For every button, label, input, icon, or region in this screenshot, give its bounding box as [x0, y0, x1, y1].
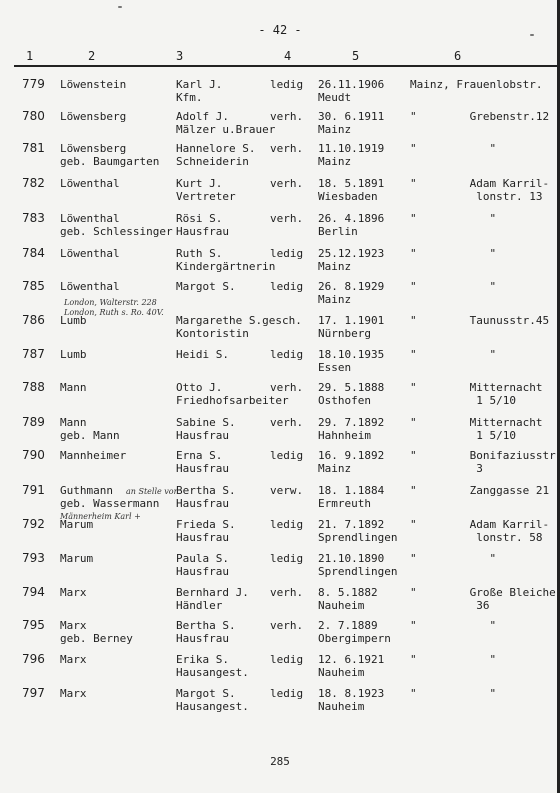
family-name — [60, 416, 120, 442]
birth-date-place-line: Sprendlingen — [318, 565, 398, 578]
scan-speck — [118, 6, 122, 8]
table-row — [0, 449, 557, 489]
given-name-line: Hausfrau — [176, 225, 229, 238]
column-header-1: 1 — [26, 49, 34, 63]
birth-date-place-line: Nauheim — [318, 666, 365, 679]
given-name-line: Vertreter — [176, 190, 236, 203]
family-name — [60, 687, 87, 700]
given-name-line: Otto J. — [176, 381, 223, 394]
given-name — [176, 687, 249, 713]
birth-date-place-line: Mainz — [318, 260, 352, 273]
birth-date-place — [318, 247, 384, 273]
marital-status: ledig — [270, 518, 304, 531]
residence-address — [410, 177, 549, 203]
residence-address-line: 1 5/10 — [410, 394, 516, 407]
family-name — [60, 381, 87, 394]
birth-date-place-line: Mainz — [318, 293, 352, 306]
birth-date-place — [318, 619, 391, 645]
birth-date-place-line: 26. 8.1929 — [318, 280, 385, 293]
birth-date-place-line: 2. 7.1889 — [318, 619, 378, 632]
given-name-line: Margot S. — [176, 280, 236, 293]
residence-address — [410, 552, 496, 565]
residence-address — [410, 381, 542, 407]
residence-address — [410, 110, 549, 123]
given-name — [176, 78, 222, 104]
residence-address-line: " " — [410, 552, 497, 565]
residence-address-line: " Adam Karril- — [410, 177, 550, 190]
residence-address — [410, 518, 549, 544]
given-name — [176, 110, 275, 136]
birth-date-place — [318, 110, 384, 136]
entry-number: 797 — [22, 686, 45, 700]
family-name-line: Marum — [60, 552, 94, 565]
marital-status: verh. — [270, 586, 304, 599]
family-name — [60, 177, 120, 190]
entry-number: 780 — [22, 109, 45, 123]
birth-date-place-line: 18. 8.1923 — [318, 687, 385, 700]
residence-address — [410, 247, 496, 260]
family-name-line: Marx — [60, 687, 87, 700]
birth-date-place-line: 30. 6.1911 — [318, 110, 385, 123]
residence-address — [410, 142, 496, 155]
family-name — [60, 212, 173, 238]
birth-date-place — [318, 314, 384, 340]
given-name — [176, 247, 275, 273]
birth-date-place-line: Hahnheim — [318, 429, 371, 442]
entry-number: 779 — [22, 77, 45, 91]
birth-date-place-line: Nürnberg — [318, 327, 371, 340]
residence-address — [410, 280, 496, 293]
birth-date-place-line: Mainz — [318, 155, 352, 168]
birth-date-place-line: Wiesbaden — [318, 190, 378, 203]
given-name-line: Hausangest. — [176, 666, 249, 679]
birth-date-place — [318, 177, 384, 203]
birth-date-place-line: Ermreuth — [318, 497, 371, 510]
birth-date-place-line: 16. 9.1892 — [318, 449, 385, 462]
residence-address-line: lonstr. 13 — [410, 190, 543, 203]
given-name — [176, 518, 236, 544]
residence-address — [410, 348, 496, 361]
given-name — [176, 314, 302, 340]
given-name-line: Rösi S. — [176, 212, 223, 225]
residence-address-line: 1 5/10 — [410, 429, 516, 442]
residence-address-line: Mainz, Frauenlobstr. — [410, 78, 543, 91]
marital-status: verh. — [270, 416, 304, 429]
given-name-line: Hausfrau — [176, 462, 229, 475]
given-name — [176, 142, 255, 168]
given-name — [176, 552, 229, 578]
table-row — [0, 687, 557, 727]
family-name — [60, 449, 126, 462]
birth-date-place-line: Berlin — [318, 225, 358, 238]
given-name-line: Hannelore S. — [176, 142, 256, 155]
birth-date-place-line: Nauheim — [318, 700, 365, 713]
birth-date-place — [318, 687, 384, 713]
family-name-line: Löwenthal — [60, 212, 120, 225]
birth-date-place — [318, 552, 397, 578]
family-name-line: geb. Schlessinger — [60, 225, 173, 238]
residence-address-line: 3 — [410, 462, 483, 475]
birth-date-place — [318, 518, 397, 544]
family-name — [60, 142, 159, 168]
given-name — [176, 484, 236, 510]
residence-address — [410, 212, 496, 225]
family-name — [60, 348, 87, 361]
birth-date-place-line: 18. 1.1884 — [318, 484, 385, 497]
birth-date-place — [318, 416, 384, 442]
entry-number: 788 — [22, 380, 45, 394]
marital-status: ledig — [270, 280, 304, 293]
birth-date-place — [318, 586, 378, 612]
residence-address — [410, 449, 556, 475]
family-name-line: Löwenthal — [60, 177, 120, 190]
entry-number: 789 — [22, 415, 45, 429]
birth-date-place-line: 11.10.1919 — [318, 142, 385, 155]
birth-date-place — [318, 653, 384, 679]
birth-date-place-line: Nauheim — [318, 599, 365, 612]
marital-status: ledig — [270, 552, 304, 565]
given-name-line: Kindergärtnerin — [176, 260, 276, 273]
column-header-3: 3 — [176, 49, 184, 63]
family-name-line: Löwenthal — [60, 247, 120, 260]
birth-date-place — [318, 280, 384, 306]
birth-date-place-line: 21. 7.1892 — [318, 518, 385, 531]
family-name-line: geb. Baumgarten — [60, 155, 160, 168]
family-name — [60, 653, 87, 666]
birth-date-place-line: Essen — [318, 361, 352, 374]
residence-address — [410, 687, 496, 700]
family-name-line: Mannheimer — [60, 449, 127, 462]
birth-date-place-line: Meudt — [318, 91, 352, 104]
birth-date-place-line: 12. 6.1921 — [318, 653, 385, 666]
given-name-line: Kurt J. — [176, 177, 223, 190]
residence-address — [410, 484, 549, 497]
birth-date-place-line: Obergimpern — [318, 632, 391, 645]
given-name — [176, 212, 229, 238]
entry-number: 782 — [22, 176, 45, 190]
birth-date-place-line: 17. 1.1901 — [318, 314, 385, 327]
given-name-line: Adolf J. — [176, 110, 229, 123]
family-name-line: geb. Berney — [60, 632, 133, 645]
residence-address-line: " " — [410, 619, 497, 632]
marital-status: verw. — [270, 484, 304, 497]
marital-status: verh. — [270, 381, 304, 394]
given-name — [176, 653, 249, 679]
page-number: - 42 - — [258, 23, 302, 37]
marital-status: ledig — [270, 449, 304, 462]
residence-address-line: " " — [410, 348, 497, 361]
residence-address-line: " Grebenstr.12 — [410, 110, 550, 123]
birth-date-place — [318, 484, 384, 510]
marital-status: ledig — [270, 348, 304, 361]
family-name — [60, 247, 120, 260]
birth-date-place-line: 18. 5.1891 — [318, 177, 385, 190]
birth-date-place-line: 29. 5.1888 — [318, 381, 385, 394]
family-name-line: Mann — [60, 416, 87, 429]
birth-date-place — [318, 212, 384, 238]
given-name-line: Kfm. — [176, 91, 203, 104]
family-name — [60, 280, 120, 293]
residence-address-line: 36 — [410, 599, 490, 612]
given-name-line: Bernhard J. — [176, 586, 249, 599]
given-name-line: Ruth S. — [176, 247, 223, 260]
table-row — [0, 142, 557, 182]
residence-address-line: " Zanggasse 21 — [410, 484, 550, 497]
birth-date-place — [318, 78, 384, 104]
birth-date-place-line: 8. 5.1882 — [318, 586, 378, 599]
family-name — [60, 619, 133, 645]
given-name-line: Bertha S. — [176, 619, 236, 632]
family-name-line: Löwensberg — [60, 142, 127, 155]
given-name-line: Erna S. — [176, 449, 223, 462]
given-name-line: Hausfrau — [176, 632, 229, 645]
entry-number: 793 — [22, 551, 45, 565]
entry-number: 786 — [22, 313, 45, 327]
given-name-line: Hausfrau — [176, 429, 229, 442]
birth-date-place-line: Sprendlingen — [318, 531, 398, 544]
marital-status: ledig — [270, 247, 304, 260]
birth-date-place-line: 26. 4.1896 — [318, 212, 385, 225]
handwritten-note: Männerheim Karl + — [60, 512, 141, 521]
residence-address — [410, 78, 542, 91]
given-name-line: Heidi S. — [176, 348, 229, 361]
marital-status: verh. — [270, 142, 304, 155]
given-name — [176, 586, 249, 612]
family-name-line: geb. Wassermann — [60, 497, 160, 510]
family-name — [60, 586, 87, 599]
family-name — [60, 552, 93, 565]
family-name-line: Löwensberg — [60, 110, 127, 123]
marital-status: verh. — [270, 619, 304, 632]
table-row — [0, 212, 557, 252]
entry-number: 790 — [22, 448, 45, 462]
marital-status: ledig — [270, 78, 304, 91]
entry-number: 791 — [22, 483, 45, 497]
entry-number: 794 — [22, 585, 45, 599]
family-name-line: Lumb — [60, 314, 87, 327]
family-name — [60, 78, 126, 91]
marital-status: verh. — [270, 177, 304, 190]
given-name-line: Schneiderin — [176, 155, 249, 168]
given-name — [176, 348, 229, 361]
residence-address-line: " Mitternacht — [410, 381, 543, 394]
birth-date-place-line: 29. 7.1892 — [318, 416, 385, 429]
family-name-line: Mann — [60, 381, 87, 394]
birth-date-place — [318, 381, 384, 407]
given-name-line: Paula S. — [176, 552, 229, 565]
given-name-line: Margot S. — [176, 687, 236, 700]
given-name-line: Hausfrau — [176, 497, 229, 510]
birth-date-place-line: Mainz — [318, 462, 352, 475]
table-row — [0, 177, 557, 217]
family-name-line: Marx — [60, 653, 87, 666]
family-name-line: Löwenthal — [60, 280, 120, 293]
given-name-line: Bertha S. — [176, 484, 236, 497]
marital-status: verh. — [270, 212, 304, 225]
birth-date-place-line: 18.10.1935 — [318, 348, 385, 361]
entry-number: 792 — [22, 517, 45, 531]
marital-status: verh. — [270, 110, 304, 123]
given-name-line: Frieda S. — [176, 518, 236, 531]
column-header-2: 2 — [88, 49, 96, 63]
family-name-line: Marum — [60, 518, 94, 531]
birth-date-place — [318, 449, 384, 475]
given-name-line: Friedhofsarbeiter — [176, 394, 289, 407]
family-name-line: geb. Mann — [60, 429, 120, 442]
birth-date-place-line: 21.10.1890 — [318, 552, 385, 565]
given-name-line: Hausfrau — [176, 565, 229, 578]
given-name-line: Hausangest. — [176, 700, 249, 713]
family-name-line: Marx — [60, 586, 87, 599]
marital-status: ledig — [270, 653, 304, 666]
given-name — [176, 619, 236, 645]
marital-status: ledig — [270, 687, 304, 700]
residence-address-line: " " — [410, 142, 497, 155]
given-name-line: Mälzer u.Brauer — [176, 123, 276, 136]
handwritten-note: London, Ruth s. Ro. 40V. — [64, 308, 164, 317]
residence-address — [410, 586, 556, 612]
entry-number: 785 — [22, 279, 45, 293]
header-rule — [14, 65, 560, 67]
residence-address-line: " Mitternacht — [410, 416, 543, 429]
birth-date-place-line: 26.11.1906 — [318, 78, 385, 91]
column-header-4: 4 — [284, 49, 292, 63]
family-name-line: Marx — [60, 619, 87, 632]
table-row — [0, 381, 557, 421]
entry-number: 781 — [22, 141, 45, 155]
given-name-line: Erika S. — [176, 653, 229, 666]
given-name — [176, 416, 236, 442]
family-name-line: Löwenstein — [60, 78, 127, 91]
given-name-line: Händler — [176, 599, 223, 612]
residence-address-line: " Adam Karril- — [410, 518, 550, 531]
family-name-line: Lumb — [60, 348, 87, 361]
scan-speck — [530, 34, 534, 36]
archive-page-number: 285 — [270, 755, 290, 768]
column-header-6: 6 — [454, 49, 462, 63]
birth-date-place — [318, 348, 384, 374]
given-name-line: Karl J. — [176, 78, 223, 91]
residence-address — [410, 416, 542, 442]
birth-date-place-line: Mainz — [318, 123, 352, 136]
residence-address-line: " " — [410, 280, 497, 293]
handwritten-note: an Stelle von — [126, 487, 179, 496]
residence-address — [410, 653, 496, 666]
given-name-line: Margarethe S.gesch. — [176, 314, 302, 327]
family-name-line: Guthmann — [60, 484, 113, 497]
residence-address-line: " " — [410, 687, 497, 700]
residence-address — [410, 619, 496, 632]
given-name — [176, 280, 236, 293]
column-header-5: 5 — [352, 49, 360, 63]
residence-address-line: " Bonifaziusstr — [410, 449, 556, 462]
residence-address-line: " Taunusstr.45 — [410, 314, 550, 327]
given-name-line: Sabine S. — [176, 416, 236, 429]
handwritten-note: London, Walterstr. 228 — [64, 298, 157, 307]
entry-number: 796 — [22, 652, 45, 666]
entry-number: 787 — [22, 347, 45, 361]
birth-date-place-line: 25.12.1923 — [318, 247, 385, 260]
given-name-line: Kontoristin — [176, 327, 249, 340]
entry-number: 784 — [22, 246, 45, 260]
entry-number: 795 — [22, 618, 45, 632]
entry-number: 783 — [22, 211, 45, 225]
residence-address-line: lonstr. 58 — [410, 531, 543, 544]
given-name-line: Hausfrau — [176, 531, 229, 544]
residence-address-line: " " — [410, 653, 497, 666]
family-name — [60, 110, 126, 123]
residence-address — [410, 314, 549, 327]
residence-address-line: " Große Bleiche — [410, 586, 556, 599]
residence-address-line: " " — [410, 212, 497, 225]
birth-date-place — [318, 142, 384, 168]
residence-address-line: " " — [410, 247, 497, 260]
given-name — [176, 177, 236, 203]
birth-date-place-line: Osthofen — [318, 394, 371, 407]
given-name — [176, 449, 229, 475]
